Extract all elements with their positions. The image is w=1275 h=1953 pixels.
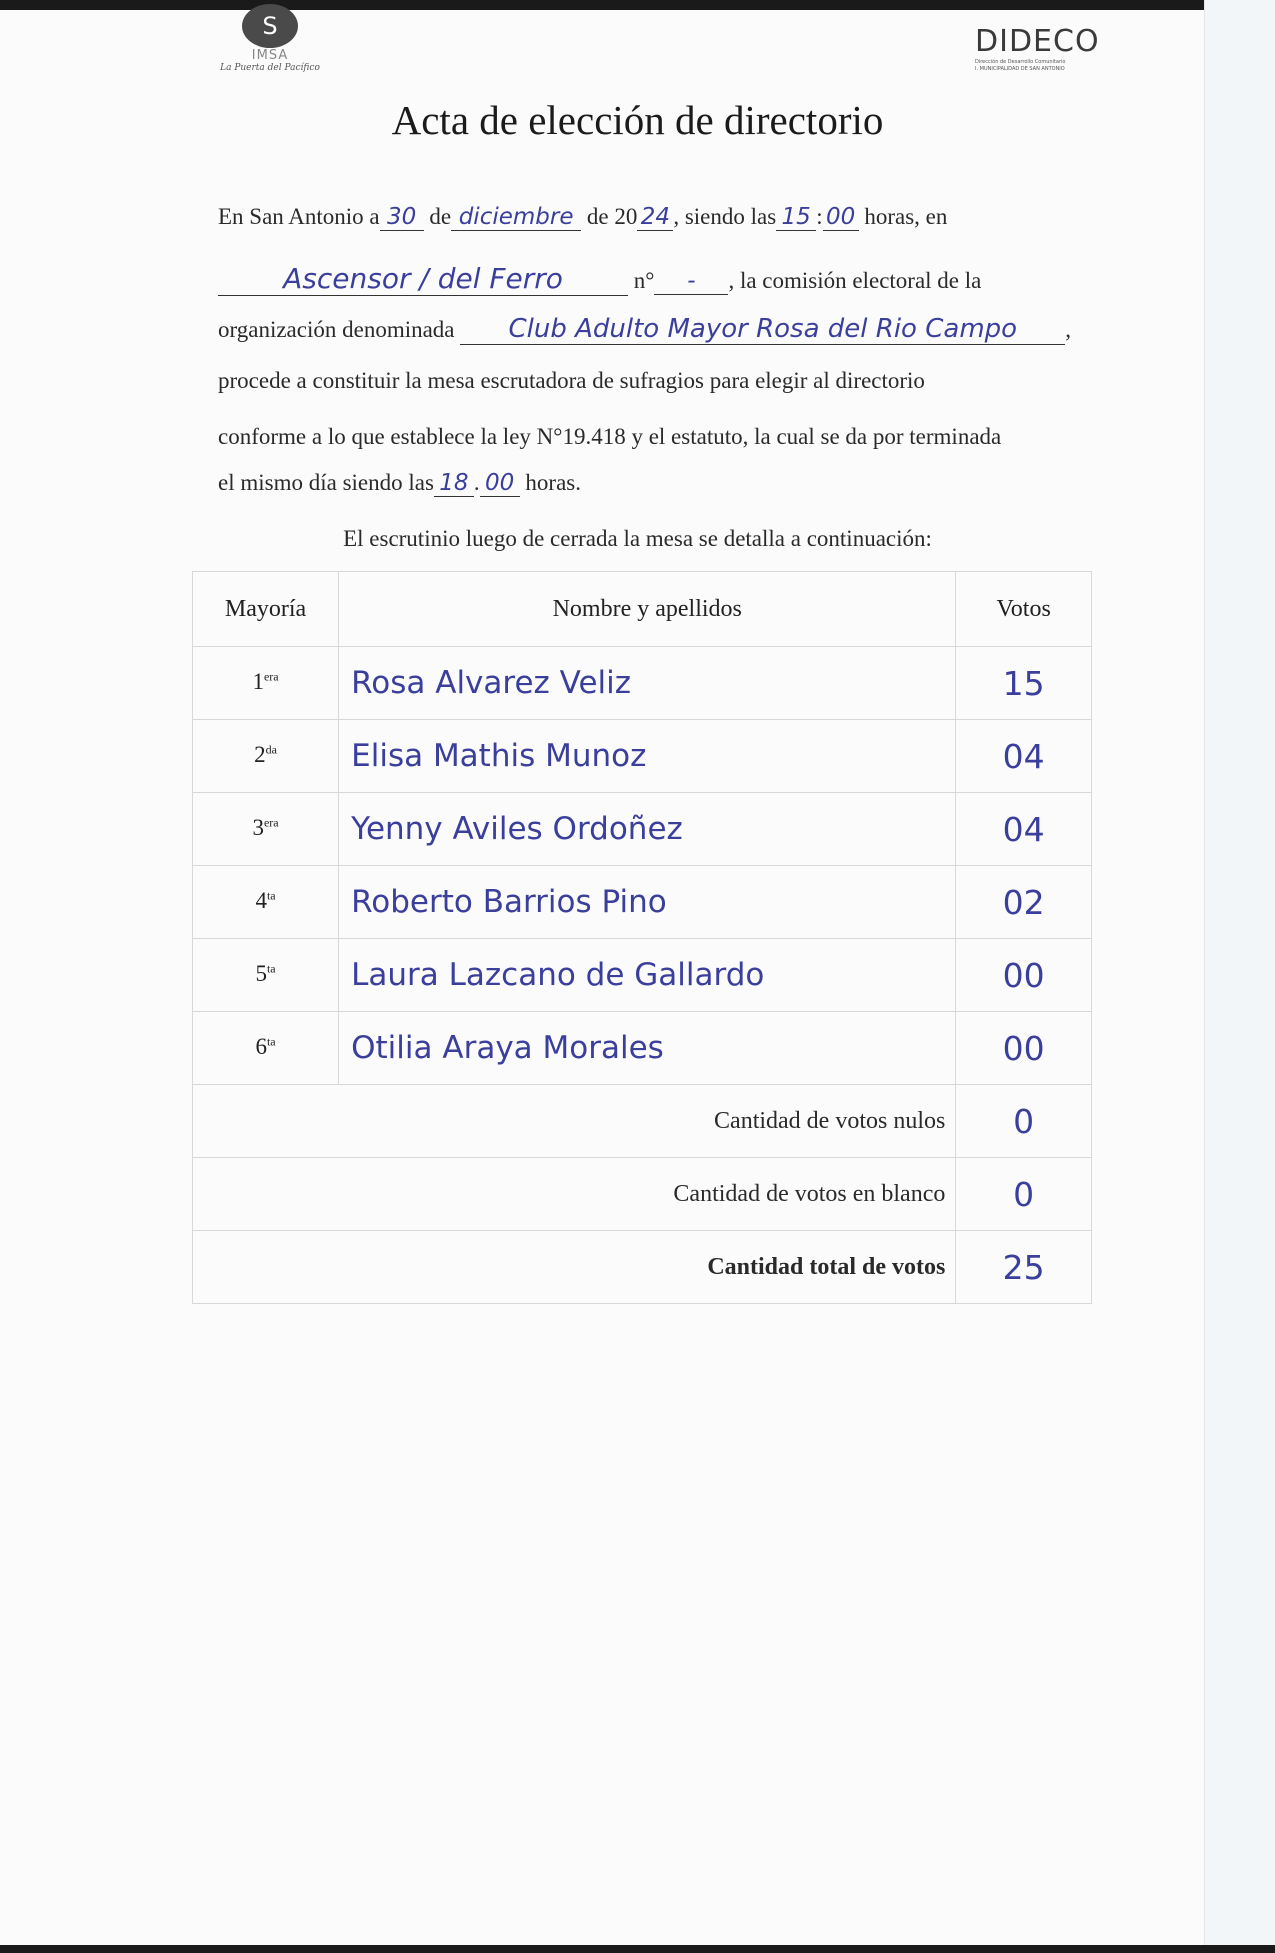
month-field: diciembre [451,204,581,231]
text-fragment: el mismo día siendo las [218,470,434,495]
header-name: Nombre y apellidos [339,572,956,647]
votes-table [192,571,1092,1304]
candidate-name: Elisa Mathis Munoz [339,720,956,793]
paragraph-line-5: conforme a lo que establece la ley N°19.418 y el estatuto, la cual se da por terminada [218,424,1002,449]
table-row [193,720,1092,793]
text-fragment: horas. [525,470,581,495]
minute-field: 00 [823,204,859,231]
text-fragment: n° [633,268,655,293]
hour-field: 15 [776,204,816,231]
text-fragment: de [429,204,452,229]
candidate-name: Rosa Alvarez Veliz [339,647,956,720]
candidate-votes: 04 [956,793,1092,866]
candidate-name: Laura Lazcano de Gallardo [339,939,956,1012]
text-fragment: En San Antonio a [218,204,380,229]
rank-cell: $4^{ta}$ [193,866,339,939]
candidate-name: Otilia Araya Morales [339,1012,956,1085]
scrutiny-intro: El escrutinio luego de cerrada la mesa se detalla a continuación: [343,526,932,551]
summary-row-blank [193,1158,1092,1231]
header-rank: Mayoría [193,572,339,647]
rank-cell: $6^{ta}$ [193,1012,339,1085]
imsa-logo [215,4,325,73]
rank-cell: $5^{ta}$ [193,939,339,1012]
null-votes-value: 0 [956,1085,1092,1158]
table-row [193,866,1092,939]
closing-hour-field: 18 [434,470,474,497]
text-fragment: , siendo las [673,204,777,229]
table-row [193,939,1092,1012]
closing-minute-field: 00 [480,470,520,497]
candidate-votes: 04 [956,720,1092,793]
table-row [193,793,1092,866]
candidate-votes: 15 [956,647,1092,720]
document-title: Acta de elección de directorio [391,97,884,143]
place-field: Ascensor / del Ferro [218,262,628,296]
table-header-row [193,572,1092,647]
year-field: 24 [637,204,673,231]
paragraph-line-1 [218,204,1098,231]
candidate-name: Roberto Barrios Pino [339,866,956,939]
paragraph-line-6: el mismo día siendo las 18 . 00 horas. [218,470,581,496]
total-votes-value: 25 [956,1231,1092,1304]
scan-right-margin [1204,0,1275,1953]
text-fragment: , la comisión electoral de la [728,268,982,293]
header-votes: Votos [956,572,1092,647]
dideco-brand: DIDECO [975,24,1100,59]
candidate-votes: 02 [956,866,1092,939]
scan-top-border [0,0,1275,10]
text-fragment: horas, en [864,204,948,229]
candidate-votes: 00 [956,939,1092,1012]
rank-cell: $1^{era}$ [193,647,339,720]
dideco-subtitle-1: Dirección de Desarrollo Comunitario [975,59,1066,65]
null-votes-label: Cantidad de votos nulos [193,1085,956,1158]
dideco-subtitle-2: I. MUNICIPALIDAD DE SAN ANTONIO [975,66,1065,72]
scan-bottom-border [0,1945,1275,1953]
logo-org-name: IMSA [251,48,289,63]
summary-row-total [193,1231,1092,1304]
paragraph-line-2 [218,262,1098,296]
organization-name-field: Club Adulto Mayor Rosa del Rio Campo [460,314,1065,345]
text-fragment: : [816,204,823,229]
blank-votes-label: Cantidad de votos en blanco [193,1158,956,1231]
table-row [193,647,1092,720]
rank-cell: $3^{era}$ [193,793,339,866]
day-field: 30 [380,204,424,231]
municipal-emblem-icon: S [242,4,298,48]
candidate-name: Yenny Aviles Ordoñez [339,793,956,866]
candidate-votes: 00 [956,1012,1092,1085]
summary-row-null [193,1085,1092,1158]
blank-votes-value: 0 [956,1158,1092,1231]
text-fragment: de 20 [586,204,638,229]
number-field: - [654,268,728,295]
text-fragment: organización denominada [218,317,455,342]
paragraph-line-3 [218,314,1098,345]
rank-cell: $2^{da}$ [193,720,339,793]
dideco-logo [975,24,1105,73]
logo-tagline: La Puerta del Pacífico [220,63,320,73]
paragraph-line-4: procede a constituir la mesa escrutadora de sufragios para elegir al directorio [218,368,925,393]
text-fragment: , [1065,317,1072,342]
total-votes-label: Cantidad total de votos [193,1231,956,1304]
table-row [193,1012,1092,1085]
